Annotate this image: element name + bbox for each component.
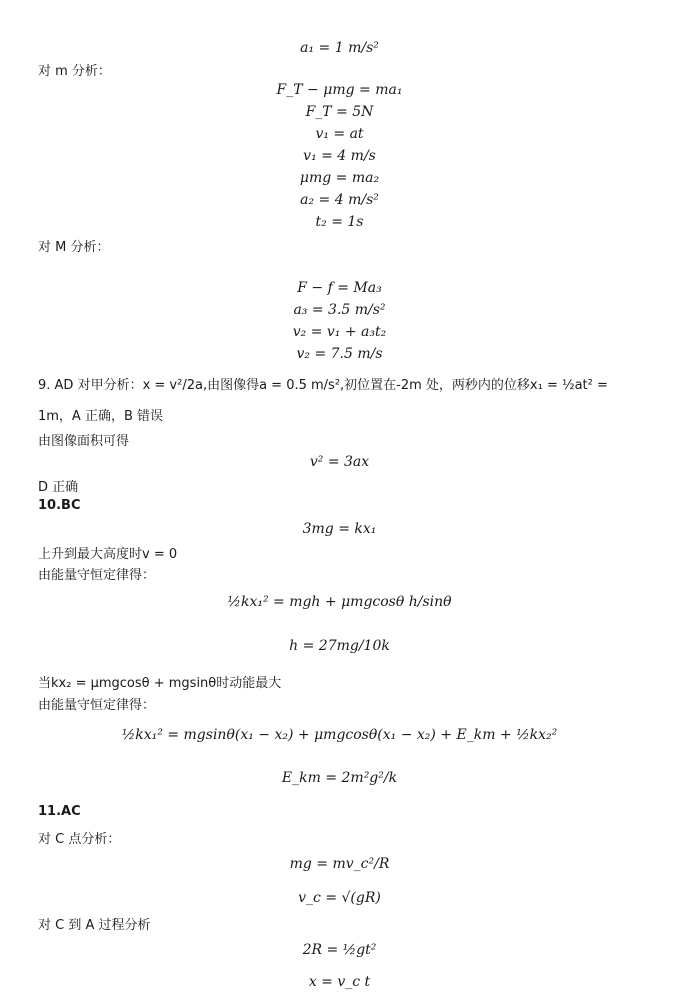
energy-note-1: 由能量守恒定律得： <box>38 568 156 583</box>
eq-3mg: 3mg = kx₁ <box>302 521 377 537</box>
eq-v2-value: v₂ = 7.5 m/s <box>296 346 383 362</box>
eq-a3-value: a₃ = 3.5 m/s² <box>293 302 386 318</box>
eq-ft-value: F_T = 5N <box>305 104 374 120</box>
eq-h: h = 27mg/10k <box>289 638 390 654</box>
eq-t2-value: t₂ = 1s <box>315 214 364 230</box>
eq-a1: a₁ = 1 m/s² <box>300 40 379 56</box>
eq-v1: v₁ = at <box>315 126 364 142</box>
energy-note-2: 由能量守恒定律得： <box>38 698 156 713</box>
q10-max-height: 上升到最大高度时v = 0 <box>38 547 178 562</box>
m-analysis-heading: 对 m 分析： <box>38 64 111 79</box>
eq-ekm: E_km = 2m²g²/k <box>281 770 398 786</box>
eq-energy-1: ½kx₁² = mgh + μmgcosθ h/sinθ <box>227 594 452 610</box>
eq-vc: v_c = √(gR) <box>298 890 381 906</box>
eq-f: F − f = Ma₃ <box>297 280 382 296</box>
eq-energy-2: ½kx₁² = mgsinθ(x₁ − x₂) + μmgcosθ(x₁ − x₂) + E_km + ½kx₂² <box>121 727 558 743</box>
q9-area-note: 由图像面积可得 <box>38 434 130 449</box>
q11-heading: 11.AC <box>38 804 81 819</box>
eq-v1-value: v₁ = 4 m/s <box>303 148 376 164</box>
eq-x: x = v_c t <box>308 974 371 990</box>
q10-heading: 10.BC <box>38 498 81 513</box>
q9-line1: 9. AD 对甲分析：x = v²/2a,由图像得a = 0.5 m/s²,初位置在-2m 处，两秒内的位移x₁ = ½at² = <box>38 378 608 393</box>
eq-a2-value: a₂ = 4 m/s² <box>300 192 379 208</box>
eq-umg: μmg = ma₂ <box>299 170 380 186</box>
when-max-kinetic: 当kx₂ = μmgcosθ + mgsinθ时动能最大 <box>38 676 282 691</box>
eq-v2-3ax: v² = 3ax <box>309 454 370 470</box>
q9-line2: 1m，A 正确，B 错误 <box>38 409 164 424</box>
c-to-a-analysis: 对 C 到 A 过程分析 <box>38 918 151 933</box>
big-m-analysis-heading: 对 M 分析： <box>38 240 110 255</box>
c-point-analysis: 对 C 点分析： <box>38 832 121 847</box>
eq-2r: 2R = ½gt² <box>302 942 377 958</box>
eq-ft: F_T − μmg = ma₁ <box>276 82 403 98</box>
d-correct: D 正确 <box>38 480 79 495</box>
eq-v2: v₂ = v₁ + a₃t₂ <box>292 324 387 340</box>
eq-mg-centripetal: mg = mv_c²/R <box>289 856 390 872</box>
